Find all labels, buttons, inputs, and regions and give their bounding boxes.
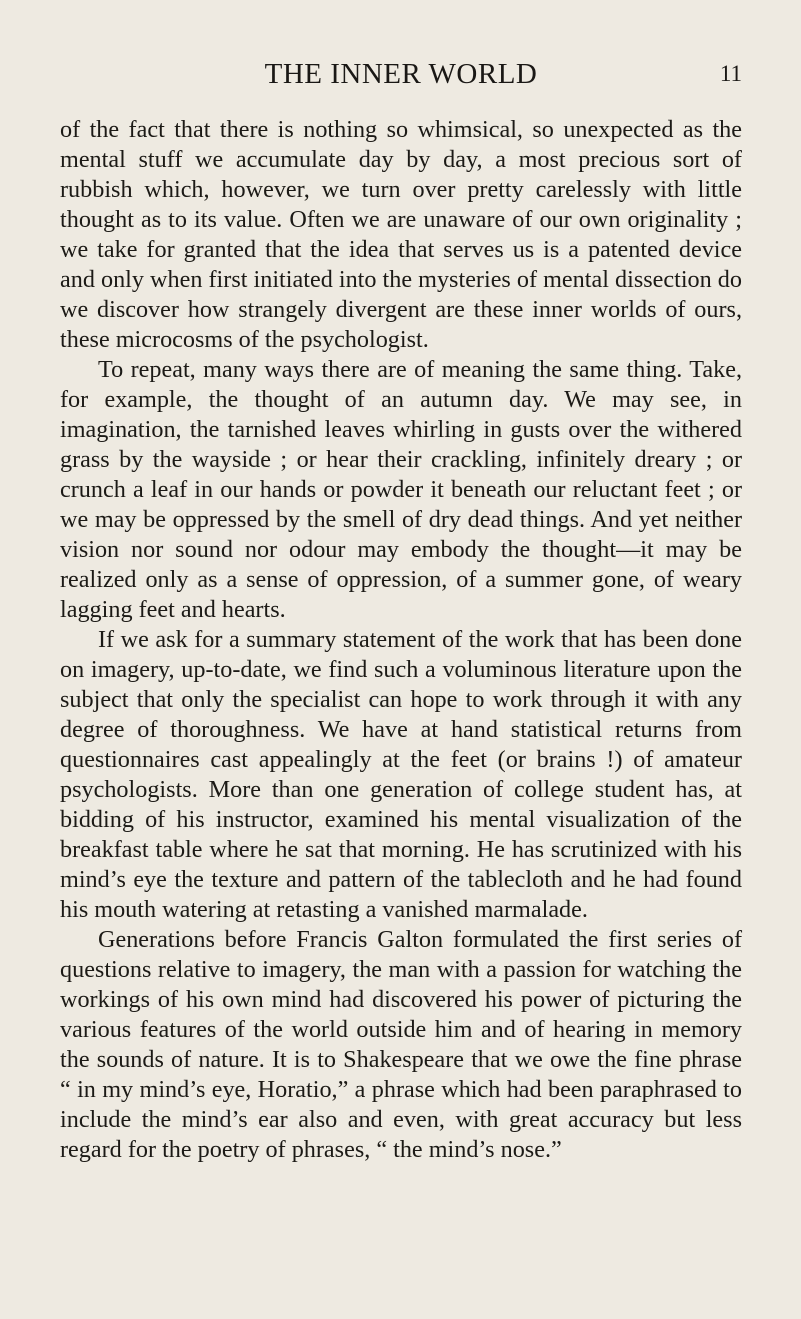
paragraph-3: If we ask for a summary statement of the work that has been done on imagery, up-to-date, we find such a voluminous literature upon the subject that only the specialist can hope to work through it with any degree of thoroughness. We have at hand statistical returns from questionnaires cast appealingly at the feet (or brains !) of amateur psychologists. More than one generation of college student has, at bidding of his instructor, examined his mental visualization of the breakfast table where he sat that morning. He has scrutinized with his mind’s eye the texture and pattern of the tablecloth and he had found his mouth watering at retasting a vanished marmalade.: [60, 626, 742, 923]
paragraph-2: To repeat, many ways there are of meaning the same thing. Take, for example, the thought of an autumn day. We may see, in imagination, the tarnished leaves whirling in gusts over the withered grass by the wayside ; or hear their crackling, infinitely dreary ; or crunch a leaf in our hands or powder it beneath our reluctant feet ; or we may be oppressed by the smell of dry dead things. And yet neither vision nor sound nor odour may embody the thought—it may be realized only as a sense of oppression, of a summer gone, of weary lagging feet and hearts.: [60, 356, 742, 623]
body-text: [60, 115, 742, 1165]
paragraph-4: Generations before Francis Galton formulated the first series of questions relative to imagery, the man with a passion for watching the workings of his own mind had discovered his power of picturing the various features of the world outside him and of hearing in memory the sounds of nature. It is to Shakespeare that we owe the fine phrase “ in my mind’s eye, Horatio,” a phrase which had been paraphrased to include the mind’s ear also and even, with great accuracy but less regard for the poetry of phrases, “ the mind’s nose.”: [60, 926, 742, 1163]
running-head: [60, 58, 742, 98]
running-title: THE INNER WORLD: [264, 58, 538, 90]
paragraph-1: of the fact that there is nothing so whimsical, so unexpected as the mental stuff we accumulate day by day, a most precious sort of rubbish which, however, we turn over pretty carelessly with little thought as to its value. Often we are unaware of our own originality ; we take for granted that the idea that serves us is a patented device and only when first initiated into the mysteries of mental dissection do we discover how strangely divergent are these inner worlds of ours, these microcosms of the psychologist.: [60, 116, 742, 353]
page-number: 11: [719, 61, 742, 86]
